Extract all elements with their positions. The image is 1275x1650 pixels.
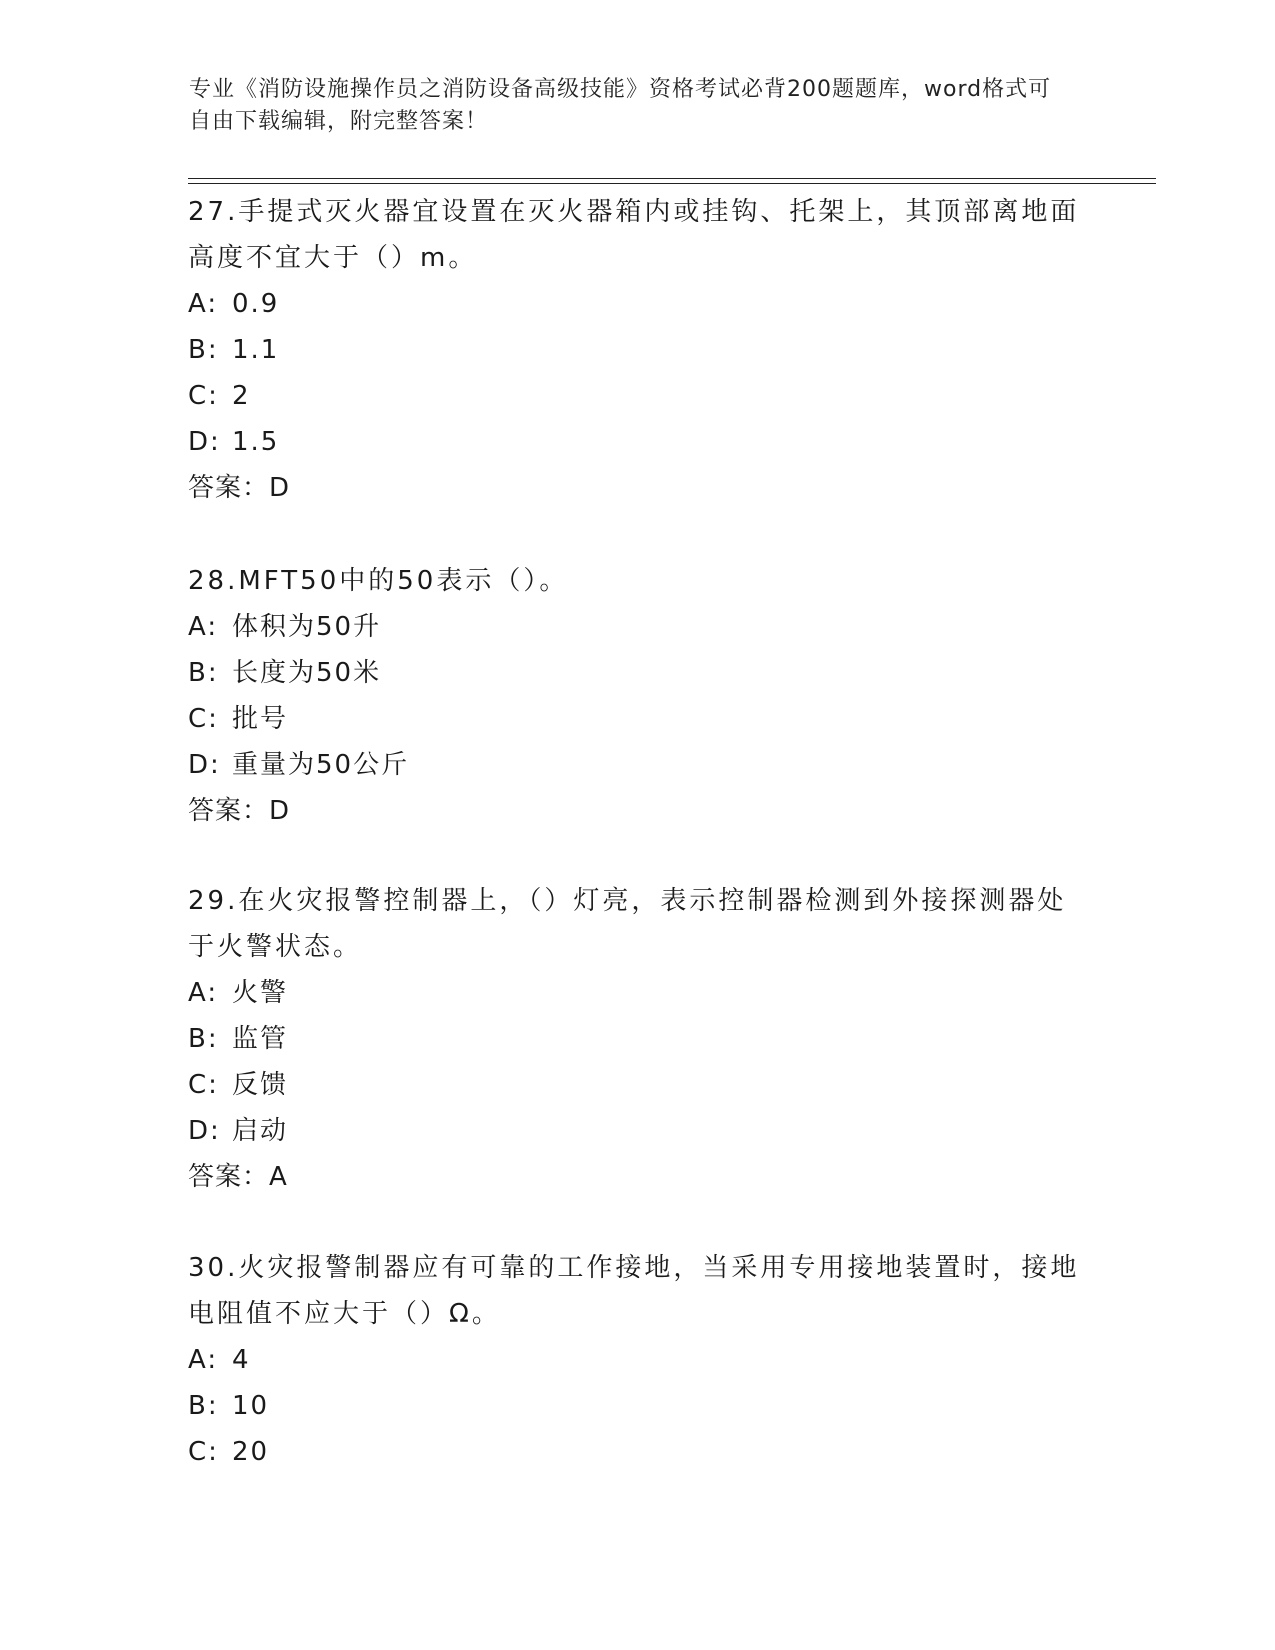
option-key: B:: [188, 1024, 219, 1054]
option-text: 重量为50公斤: [232, 750, 410, 780]
option-key: C:: [188, 1070, 219, 1100]
question-29: [188, 878, 1088, 1200]
option-text: 批号: [232, 704, 289, 734]
option-d: [188, 419, 1088, 465]
option-key: D:: [188, 750, 221, 780]
option-c: [188, 696, 1088, 742]
header-divider-top: [188, 178, 1156, 179]
option-text: 1.5: [232, 427, 280, 457]
answer-line: 答案：D: [188, 796, 291, 826]
option-text: 启动: [232, 1116, 289, 1146]
option-text: 长度为50米: [232, 658, 382, 688]
option-text: 20: [232, 1437, 270, 1467]
option-key: D:: [188, 1116, 221, 1146]
option-key: A:: [188, 1345, 219, 1375]
option-d: [188, 742, 1088, 788]
document-intro: 专业《消防设施操作员之消防设备高级技能》资格考试必背200题题库，word格式可自由下载编辑，附完整答案！: [189, 77, 1052, 134]
question-30: [188, 1245, 1088, 1475]
option-b: [188, 650, 1088, 696]
option-c: [188, 373, 1088, 419]
option-text: 10: [232, 1391, 270, 1421]
option-b: [188, 327, 1088, 373]
option-text: 4: [232, 1345, 251, 1375]
option-a: [188, 604, 1088, 650]
option-key: A:: [188, 289, 219, 319]
option-a: [188, 970, 1088, 1016]
question-stem: 27.手提式灭火器宜设置在灭火器箱内或挂钩、托架上，其顶部离地面高度不宜大于（）m。: [188, 197, 1080, 273]
option-key: D:: [188, 427, 221, 457]
option-text: 0.9: [232, 289, 280, 319]
option-key: A:: [188, 978, 219, 1008]
option-text: 1.1: [232, 335, 280, 365]
option-c: [188, 1429, 1088, 1475]
option-key: C:: [188, 704, 219, 734]
option-key: B:: [188, 335, 219, 365]
option-key: C:: [188, 381, 219, 411]
option-text: 体积为50升: [232, 612, 382, 642]
header-divider-bottom: [188, 183, 1156, 184]
question-stem: 29.在火灾报警控制器上，（）灯亮，表示控制器检测到外接探测器处于火警状态。: [188, 886, 1067, 962]
option-d: [188, 1108, 1088, 1154]
option-a: [188, 1337, 1088, 1383]
option-key: C:: [188, 1437, 219, 1467]
option-key: B:: [188, 658, 219, 688]
question-stem: 28.MFT50中的50表示（）。: [188, 566, 569, 596]
option-c: [188, 1062, 1088, 1108]
option-text: 反馈: [232, 1070, 289, 1100]
option-key: A:: [188, 612, 219, 642]
option-b: [188, 1016, 1088, 1062]
option-a: [188, 281, 1088, 327]
option-text: 监管: [232, 1024, 289, 1054]
question-27: [188, 189, 1088, 511]
option-b: [188, 1383, 1088, 1429]
answer-line: 答案：A: [188, 1162, 288, 1192]
question-28: [188, 558, 1088, 834]
question-stem: 30.火灾报警制器应有可靠的工作接地，当采用专用接地装置时，接地电阻值不应大于（）Ω。: [188, 1253, 1080, 1329]
option-key: B:: [188, 1391, 219, 1421]
option-text: 2: [232, 381, 251, 411]
answer-line: 答案：D: [188, 473, 291, 503]
option-text: 火警: [232, 978, 289, 1008]
